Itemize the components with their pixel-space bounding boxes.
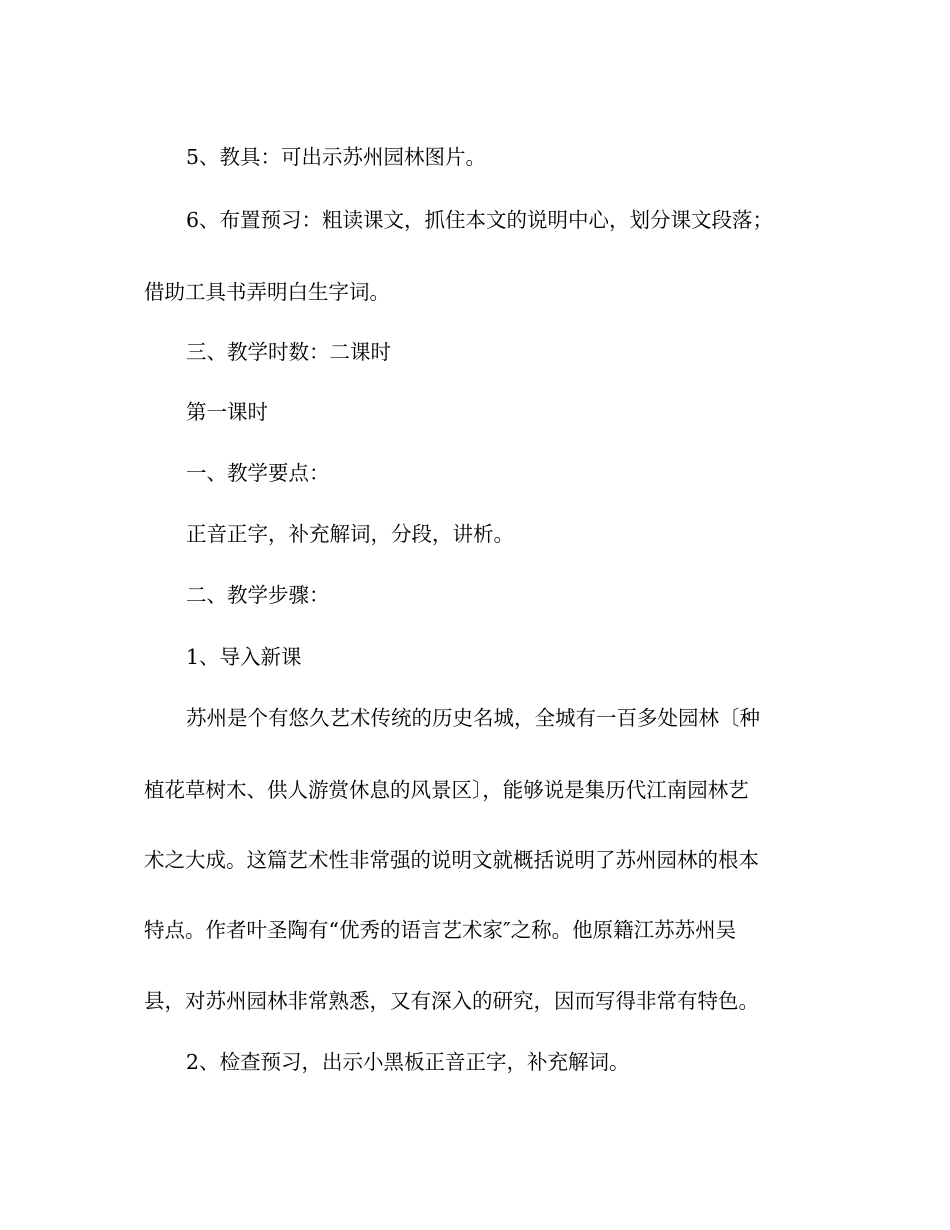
step-heading-check-preview: 2、检查预习，出示小黑板正音正字，补充解词。: [186, 1050, 630, 1074]
section-heading-teaching-hours: 三、教学时数：二课时: [186, 340, 391, 364]
text-line-key-points: 正音正字，补充解词，分段，讲析。: [186, 522, 514, 546]
section-heading-teaching-steps: 二、教学步骤：: [186, 583, 330, 607]
text-line-teaching-aids: 5、教具：可出示苏州园林图片。: [186, 145, 487, 169]
lesson-heading-first: 第一课时: [186, 400, 268, 424]
text-line-preview-assignment: 6、布置预习：粗读课文，抓住本文的说明中心，划分课文段落；: [186, 208, 774, 232]
paragraph-line-4: 特点。作者叶圣陶有“优秀的语言艺术家″之称。他原籍江苏苏州吴: [144, 918, 737, 942]
paragraph-line-3: 术之大成。这篇艺术性非常强的说明文就概括说明了苏州园林的根本: [144, 848, 759, 872]
section-heading-key-points: 一、教学要点：: [186, 461, 330, 485]
paragraph-line-2: 植花草树木、供人游赏休息的风景区〕，能够说是集历代江南园林艺: [144, 778, 749, 802]
step-heading-introduction: 1、导入新课: [186, 645, 302, 669]
paragraph-line-1: 苏州是个有悠久艺术传统的历史名城，全城有一百多处园林〔种: [186, 706, 760, 730]
paragraph-line-5: 县，对苏州园林非常熟悉，又有深入的研究，因而写得非常有特色。: [144, 989, 759, 1013]
text-line-preview-continued: 借助工具书弄明白生字词。: [144, 280, 390, 304]
